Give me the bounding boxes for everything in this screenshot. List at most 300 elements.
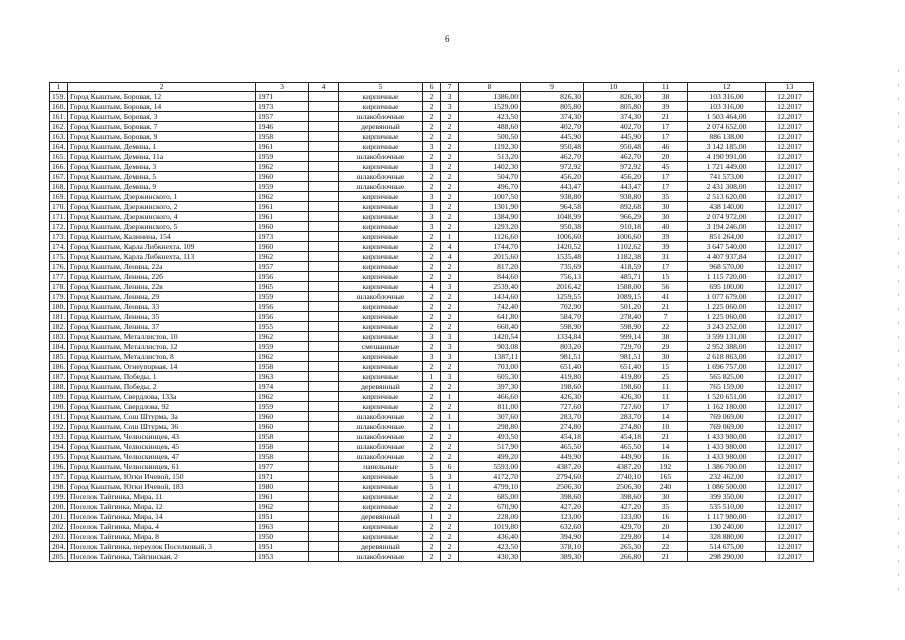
cell-column-4 [309, 502, 339, 512]
cell-row-number: 161. [50, 112, 68, 122]
cell-cost: 2 513 620,00 [688, 192, 766, 202]
table-row [50, 442, 814, 452]
cell-total-area: 504,70 [459, 172, 521, 182]
table-row [50, 112, 814, 122]
cell-entrances: 2 [441, 402, 459, 412]
cell-entrances: 3 [441, 472, 459, 482]
cell-date: 12.2017 [766, 482, 814, 492]
cell-cost: 2 431 308,00 [688, 182, 766, 192]
cell-total-area: 1420,54 [459, 332, 521, 342]
cell-address: Город Кыштым, Боровая, 14 [68, 102, 256, 112]
cell-residents-count: 35 [644, 192, 688, 202]
cell-year-built: 1960 [256, 422, 309, 432]
cell-wall-material: кирпичные [339, 222, 423, 232]
cell-residents-count: 17 [644, 132, 688, 142]
column-number-2: 2 [68, 83, 256, 92]
cell-wall-material: кирпичные [339, 162, 423, 172]
cell-residential-area: 2794,60 [521, 472, 584, 482]
cell-wall-material: деревянный [339, 382, 423, 392]
cell-date: 12.2017 [766, 422, 814, 432]
table-row [50, 302, 814, 312]
cell-year-built: 1962 [256, 392, 309, 402]
page-number: 6 [445, 34, 450, 44]
cell-residential-area: 427,20 [521, 502, 584, 512]
cell-floors: 2 [423, 502, 441, 512]
cell-wall-material: кирпичные [339, 202, 423, 212]
cell-cost: 1 503 464,00 [688, 112, 766, 122]
cell-address: Поселок Тайгинка, Тайгинская, 2 [68, 552, 256, 562]
cell-address: Поселок Тайгинка, Мира, 14 [68, 512, 256, 522]
cell-address: Город Кыштым, Югки Ичевой, 183 [68, 482, 256, 492]
cell-address: Город Кыштым, Карла Либкнехта, 109 [68, 242, 256, 252]
cell-entrances: 2 [441, 512, 459, 522]
cell-date: 12.2017 [766, 342, 814, 352]
cell-column-4 [309, 262, 339, 272]
cell-cost: 130 240,00 [688, 522, 766, 532]
cell-row-number: 182. [50, 322, 68, 332]
cell-column-4 [309, 532, 339, 542]
cell-residents-count: 30 [644, 352, 688, 362]
cell-private-area: 449,90 [584, 452, 644, 462]
cell-private-area: 972,92 [584, 162, 644, 172]
cell-wall-material: шлакоблочные [339, 412, 423, 422]
housing-registry-table [49, 82, 814, 562]
cell-column-4 [309, 122, 339, 132]
table-row [50, 552, 814, 562]
cell-cost: 769 069,00 [688, 422, 766, 432]
cell-residents-count: 29 [644, 342, 688, 352]
cell-date: 12.2017 [766, 212, 814, 222]
cell-column-4 [309, 152, 339, 162]
cell-year-built: 1956 [256, 272, 309, 282]
cell-column-4 [309, 342, 339, 352]
cell-entrances: 2 [441, 452, 459, 462]
cell-wall-material: шлакоблочные [339, 182, 423, 192]
cell-date: 12.2017 [766, 242, 814, 252]
column-number-5: 5 [339, 83, 423, 92]
cell-date: 12.2017 [766, 162, 814, 172]
cell-date: 12.2017 [766, 432, 814, 442]
cell-residents-count: 30 [644, 202, 688, 212]
cell-floors: 2 [423, 132, 441, 142]
table-body [50, 92, 814, 562]
cell-wall-material: кирпичные [339, 192, 423, 202]
cell-total-area: 1192,30 [459, 142, 521, 152]
cell-residents-count: 16 [644, 452, 688, 462]
cell-floors: 2 [423, 122, 441, 132]
cell-private-area: 1006,60 [584, 232, 644, 242]
cell-total-area: 513,20 [459, 152, 521, 162]
cell-private-area: 418,59 [584, 262, 644, 272]
cell-wall-material: кирпичные [339, 132, 423, 142]
cell-residential-area: 374,30 [521, 112, 584, 122]
cell-row-number: 177. [50, 272, 68, 282]
column-number-11: 11 [644, 83, 688, 92]
cell-year-built: 1951 [256, 542, 309, 552]
cell-total-area: 844,60 [459, 272, 521, 282]
cell-entrances: 4 [441, 252, 459, 262]
column-number-1: 1 [50, 83, 68, 92]
cell-residents-count: 56 [644, 282, 688, 292]
cell-total-area: 903,08 [459, 342, 521, 352]
cell-cost: 695 100,00 [688, 282, 766, 292]
cell-total-area: 228,00 [459, 512, 521, 522]
cell-private-area: 981,51 [584, 352, 644, 362]
cell-entrances: 2 [441, 222, 459, 232]
cell-date: 12.2017 [766, 442, 814, 452]
cell-wall-material: кирпичные [339, 352, 423, 362]
cell-floors: 4 [423, 282, 441, 292]
cell-floors: 2 [423, 442, 441, 452]
cell-floors: 2 [423, 252, 441, 262]
cell-row-number: 183. [50, 332, 68, 342]
cell-column-4 [309, 102, 339, 112]
cell-wall-material: кирпичные [339, 402, 423, 412]
cell-residents-count: 7 [644, 312, 688, 322]
cell-entrances: 3 [441, 372, 459, 382]
cell-column-4 [309, 332, 339, 342]
cell-floors: 1 [423, 372, 441, 382]
cell-floors: 5 [423, 482, 441, 492]
cell-date: 12.2017 [766, 202, 814, 212]
table-row [50, 342, 814, 352]
cell-floors: 2 [423, 182, 441, 192]
cell-date: 12.2017 [766, 272, 814, 282]
cell-floors: 2 [423, 172, 441, 182]
cell-year-built: 1962 [256, 192, 309, 202]
cell-year-built: 1959 [256, 292, 309, 302]
cell-wall-material: кирпичные [339, 282, 423, 292]
cell-private-area: 456,20 [584, 172, 644, 182]
cell-row-number: 185. [50, 352, 68, 362]
cell-row-number: 198. [50, 482, 68, 492]
cell-residents-count: 17 [644, 122, 688, 132]
cell-year-built: 1958 [256, 442, 309, 452]
cell-year-built: 1958 [256, 362, 309, 372]
column-number-4: 4 [309, 83, 339, 92]
cell-residents-count: 39 [644, 242, 688, 252]
cell-total-area: 811,00 [459, 402, 521, 412]
cell-cost: 103 316,00 [688, 102, 766, 112]
cell-cost: 328 880,00 [688, 532, 766, 542]
cell-cost: 565 825,00 [688, 372, 766, 382]
cell-date: 12.2017 [766, 232, 814, 242]
cell-year-built: 1961 [256, 212, 309, 222]
cell-residential-area: 805,80 [521, 102, 584, 112]
cell-entrances: 1 [441, 422, 459, 432]
cell-row-number: 170. [50, 202, 68, 212]
cell-private-area: 485,71 [584, 272, 644, 282]
cell-residential-area: 2506,30 [521, 482, 584, 492]
cell-floors: 2 [423, 432, 441, 442]
cell-column-4 [309, 472, 339, 482]
cell-private-area: 454,18 [584, 432, 644, 442]
cell-row-number: 175. [50, 252, 68, 262]
cell-residents-count: 20 [644, 522, 688, 532]
cell-cost: 3 142 185,00 [688, 142, 766, 152]
cell-entrances: 2 [441, 202, 459, 212]
cell-residents-count: 11 [644, 382, 688, 392]
cell-floors: 2 [423, 302, 441, 312]
cell-column-4 [309, 132, 339, 142]
cell-wall-material: шлакоблочные [339, 442, 423, 452]
cell-cost: 765 159,00 [688, 382, 766, 392]
cell-private-area: 443,47 [584, 182, 644, 192]
cell-column-4 [309, 302, 339, 312]
cell-private-area: 465,50 [584, 442, 644, 452]
cell-floors: 2 [423, 382, 441, 392]
cell-floors: 2 [423, 542, 441, 552]
cell-wall-material: кирпичные [339, 232, 423, 242]
cell-date: 12.2017 [766, 252, 814, 262]
cell-cost: 1 386 700,00 [688, 462, 766, 472]
cell-date: 12.2017 [766, 152, 814, 162]
cell-residential-area: 632,60 [521, 522, 584, 532]
cell-total-area: 1126,60 [459, 232, 521, 242]
cell-residential-area: 198,60 [521, 382, 584, 392]
cell-private-area: 278,40 [584, 312, 644, 322]
cell-wall-material: шлакоблочные [339, 422, 423, 432]
cell-cost: 968 570,00 [688, 262, 766, 272]
table-row [50, 422, 814, 432]
cell-total-area: 817,20 [459, 262, 521, 272]
cell-address: Город Кыштым, Югки Ичевой, 150 [68, 472, 256, 482]
column-number-3: 3 [256, 83, 309, 92]
cell-column-4 [309, 492, 339, 502]
cell-floors: 2 [423, 92, 441, 102]
cell-row-number: 169. [50, 192, 68, 202]
cell-wall-material: панельные [339, 462, 423, 472]
cell-year-built: 1951 [256, 512, 309, 522]
cell-residents-count: 17 [644, 182, 688, 192]
cell-residential-area: 2016,42 [521, 282, 584, 292]
cell-residents-count: 21 [644, 112, 688, 122]
cell-floors: 5 [423, 472, 441, 482]
cell-wall-material: кирпичные [339, 522, 423, 532]
table-row [50, 262, 814, 272]
cell-column-4 [309, 522, 339, 532]
cell-row-number: 165. [50, 152, 68, 162]
cell-column-4 [309, 512, 339, 522]
cell-row-number: 167. [50, 172, 68, 182]
cell-address: Город Кыштым, Дзержинского, 4 [68, 212, 256, 222]
cell-column-4 [309, 452, 339, 462]
cell-column-4 [309, 442, 339, 452]
cell-total-area: 298,80 [459, 422, 521, 432]
cell-total-area: 423,50 [459, 542, 521, 552]
cell-residential-area: 651,40 [521, 362, 584, 372]
cell-column-4 [309, 92, 339, 102]
cell-address: Город Кыштым, Дзержинского, 2 [68, 202, 256, 212]
cell-column-4 [309, 162, 339, 172]
cell-column-4 [309, 392, 339, 402]
cell-row-number: 166. [50, 162, 68, 172]
cell-date: 12.2017 [766, 382, 814, 392]
cell-year-built: 1957 [256, 112, 309, 122]
cell-cost: 1 433 980,00 [688, 442, 766, 452]
cell-wall-material: деревянный [339, 512, 423, 522]
cell-address: Поселок Тайгинка, Мира, 8 [68, 532, 256, 542]
cell-total-area: 605,30 [459, 372, 521, 382]
cell-date: 12.2017 [766, 92, 814, 102]
cell-year-built: 1955 [256, 322, 309, 332]
cell-total-area: 685,00 [459, 492, 521, 502]
cell-cost: 1 721 449,00 [688, 162, 766, 172]
cell-residential-area: 950,48 [521, 142, 584, 152]
cell-date: 12.2017 [766, 142, 814, 152]
cell-row-number: 195. [50, 452, 68, 462]
cell-floors: 2 [423, 112, 441, 122]
cell-residential-area: 456,20 [521, 172, 584, 182]
cell-private-area: 1588,00 [584, 282, 644, 292]
cell-entrances: 2 [441, 302, 459, 312]
cell-address: Город Кыштым, Свердлова, 92 [68, 402, 256, 412]
cell-year-built: 1958 [256, 452, 309, 462]
cell-residents-count: 30 [644, 492, 688, 502]
cell-row-number: 197. [50, 472, 68, 482]
cell-entrances: 1 [441, 482, 459, 492]
cell-year-built: 1963 [256, 522, 309, 532]
table-row [50, 452, 814, 462]
cell-residents-count: 14 [644, 412, 688, 422]
cell-floors: 2 [423, 412, 441, 422]
cell-cost: 1 225 060,00 [688, 312, 766, 322]
cell-residential-area: 1535,48 [521, 252, 584, 262]
cell-residential-area: 735,69 [521, 262, 584, 272]
cell-residents-count: 17 [644, 402, 688, 412]
cell-residents-count: 21 [644, 302, 688, 312]
cell-date: 12.2017 [766, 412, 814, 422]
cell-entrances: 2 [441, 532, 459, 542]
cell-residents-count: 31 [644, 252, 688, 262]
cell-entrances: 2 [441, 262, 459, 272]
cell-residential-area: 598,90 [521, 322, 584, 332]
cell-date: 12.2017 [766, 302, 814, 312]
cell-private-area: 265,30 [584, 542, 644, 552]
cell-column-4 [309, 272, 339, 282]
table-row [50, 292, 814, 302]
cell-year-built: 1956 [256, 302, 309, 312]
cell-row-number: 187. [50, 372, 68, 382]
cell-residents-count: 17 [644, 172, 688, 182]
cell-row-number: 186. [50, 362, 68, 372]
table-row [50, 522, 814, 532]
cell-entrances: 2 [441, 172, 459, 182]
cell-row-number: 159. [50, 92, 68, 102]
cell-row-number: 171. [50, 212, 68, 222]
cell-row-number: 181. [50, 312, 68, 322]
cell-residential-area: 426,30 [521, 392, 584, 402]
cell-private-area: 727,60 [584, 402, 644, 412]
cell-column-4 [309, 182, 339, 192]
cell-total-area: 1301,90 [459, 202, 521, 212]
cell-entrances: 2 [441, 292, 459, 302]
cell-year-built: 1973 [256, 102, 309, 112]
cell-cost: 2 952 388,00 [688, 342, 766, 352]
table-row [50, 272, 814, 282]
cell-column-4 [309, 462, 339, 472]
column-number-6: 6 [423, 83, 441, 92]
cell-cost: 4 190 991,00 [688, 152, 766, 162]
cell-floors: 2 [423, 322, 441, 332]
cell-private-area: 950,48 [584, 142, 644, 152]
cell-cost: 3 599 131,00 [688, 332, 766, 342]
table-row [50, 482, 814, 492]
cell-private-area: 266,80 [584, 552, 644, 562]
cell-year-built: 1963 [256, 372, 309, 382]
cell-residents-count: 38 [644, 332, 688, 342]
cell-entrances: 2 [441, 162, 459, 172]
cell-row-number: 176. [50, 262, 68, 272]
cell-residents-count: 40 [644, 222, 688, 232]
cell-year-built: 1960 [256, 412, 309, 422]
table-row [50, 542, 814, 552]
cell-residential-area: 1006,60 [521, 232, 584, 242]
cell-entrances: 2 [441, 492, 459, 502]
cell-residential-area: 584,70 [521, 312, 584, 322]
cell-date: 12.2017 [766, 532, 814, 542]
cell-floors: 2 [423, 262, 441, 272]
cell-address: Город Кыштым, Ленина, 22в [68, 282, 256, 292]
cell-floors: 2 [423, 402, 441, 412]
cell-entrances: 2 [441, 122, 459, 132]
cell-date: 12.2017 [766, 312, 814, 322]
cell-row-number: 179. [50, 292, 68, 302]
cell-wall-material: шлакоблочные [339, 172, 423, 182]
cell-address: Город Кыштым, Челюскинцев, 45 [68, 442, 256, 452]
cell-residential-area: 727,60 [521, 402, 584, 412]
cell-private-area: 966,29 [584, 212, 644, 222]
cell-address: Город Кыштым, Карла Либкнехта, 113 [68, 252, 256, 262]
cell-row-number: 173. [50, 232, 68, 242]
cell-floors: 3 [423, 192, 441, 202]
cell-address: Город Кыштым, Демина, 5 [68, 172, 256, 182]
cell-total-area: 1402,30 [459, 162, 521, 172]
cell-year-built: 1961 [256, 202, 309, 212]
cell-year-built: 1962 [256, 332, 309, 342]
cell-entrances: 1 [441, 412, 459, 422]
column-number-10: 10 [584, 83, 644, 92]
cell-column-4 [309, 252, 339, 262]
cell-private-area: 198,60 [584, 382, 644, 392]
cell-entrances: 3 [441, 102, 459, 112]
cell-floors: 1 [423, 512, 441, 522]
cell-floors: 2 [423, 452, 441, 462]
cell-private-area: 826,30 [584, 92, 644, 102]
cell-column-4 [309, 412, 339, 422]
cell-column-4 [309, 362, 339, 372]
cell-residential-area: 803,20 [521, 342, 584, 352]
cell-year-built: 1946 [256, 122, 309, 132]
cell-private-area: 1102,62 [584, 242, 644, 252]
cell-floors: 5 [423, 462, 441, 472]
cell-total-area: 1386,00 [459, 92, 521, 102]
cell-floors: 2 [423, 312, 441, 322]
cell-entrances: 2 [441, 272, 459, 282]
cell-column-4 [309, 282, 339, 292]
cell-year-built: 1959 [256, 342, 309, 352]
cell-wall-material: кирпичные [339, 102, 423, 112]
cell-year-built: 1959 [256, 152, 309, 162]
cell-private-area: 501,20 [584, 302, 644, 312]
cell-private-area: 1089,15 [584, 292, 644, 302]
cell-date: 12.2017 [766, 222, 814, 232]
cell-cost: 1 433 980,00 [688, 432, 766, 442]
cell-row-number: 203. [50, 532, 68, 542]
cell-total-area: 1019,80 [459, 522, 521, 532]
cell-private-area: 999,14 [584, 332, 644, 342]
cell-entrances: 2 [441, 432, 459, 442]
